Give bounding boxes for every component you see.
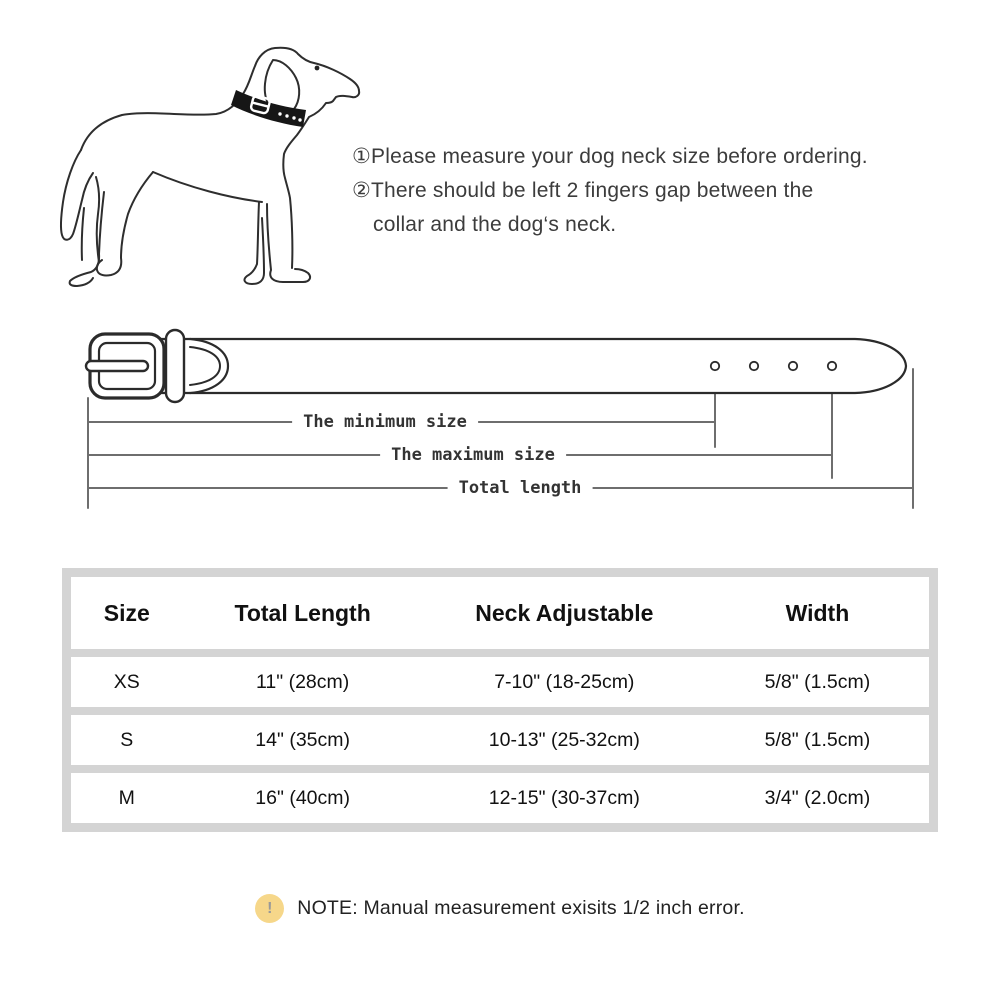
size-table: [62, 568, 938, 832]
header-width: Width: [785, 599, 850, 626]
size-table-header: [71, 577, 929, 649]
table-row-xs: [71, 657, 929, 707]
cell-size: S: [120, 728, 134, 751]
cell-total-length: 16" (40cm): [255, 786, 350, 809]
header-size: Size: [103, 599, 150, 626]
buckle-pin: [86, 361, 148, 371]
cell-size: XS: [113, 670, 140, 693]
dog-tail: [61, 150, 93, 240]
table-row-m: [71, 773, 929, 823]
instruction-line-3: collar and the dog‘s neck.: [373, 213, 617, 236]
dog-hind-leg: [96, 172, 153, 275]
cell-size: M: [118, 786, 135, 809]
dog-illustration: [55, 46, 375, 294]
warning-icon: !: [255, 894, 284, 923]
dog-front-far-leg: [245, 202, 264, 284]
header-total-length: Total Length: [234, 599, 371, 626]
cell-width: 5/8" (1.5cm): [764, 670, 871, 693]
strap-keeper: [166, 330, 184, 402]
note-row: [0, 894, 1000, 923]
total-length-label: Total length: [448, 478, 593, 498]
cell-width: 5/8" (1.5cm): [764, 728, 871, 751]
cell-neck-adjustable: 7-10" (18-25cm): [494, 670, 635, 693]
instruction-line-2: ②There should be left 2 fingers gap between the: [352, 179, 814, 202]
dog-front-leg: [267, 204, 310, 282]
table-row-s: [71, 715, 929, 765]
cell-neck-adjustable: 10-13" (25-32cm): [488, 728, 640, 751]
measuring-instructions: [352, 140, 932, 242]
cell-neck-adjustable: 12-15" (30-37cm): [488, 786, 640, 809]
header-neck-adjustable: Neck Adjustable: [475, 599, 654, 626]
cell-total-length: 14" (35cm): [255, 728, 350, 751]
minimum-size-label: The minimum size: [292, 412, 478, 432]
cell-width: 3/4" (2.0cm): [764, 786, 871, 809]
dog-eye: [315, 66, 320, 71]
instruction-line-1: ①Please measure your dog neck size before ordering.: [352, 145, 868, 168]
dog-belly-line: [153, 172, 262, 202]
cell-total-length: 11" (28cm): [256, 670, 350, 693]
maximum-size-label: The maximum size: [380, 445, 566, 465]
note-text: NOTE: Manual measurement exisits 1/2 inch error.: [297, 897, 745, 919]
